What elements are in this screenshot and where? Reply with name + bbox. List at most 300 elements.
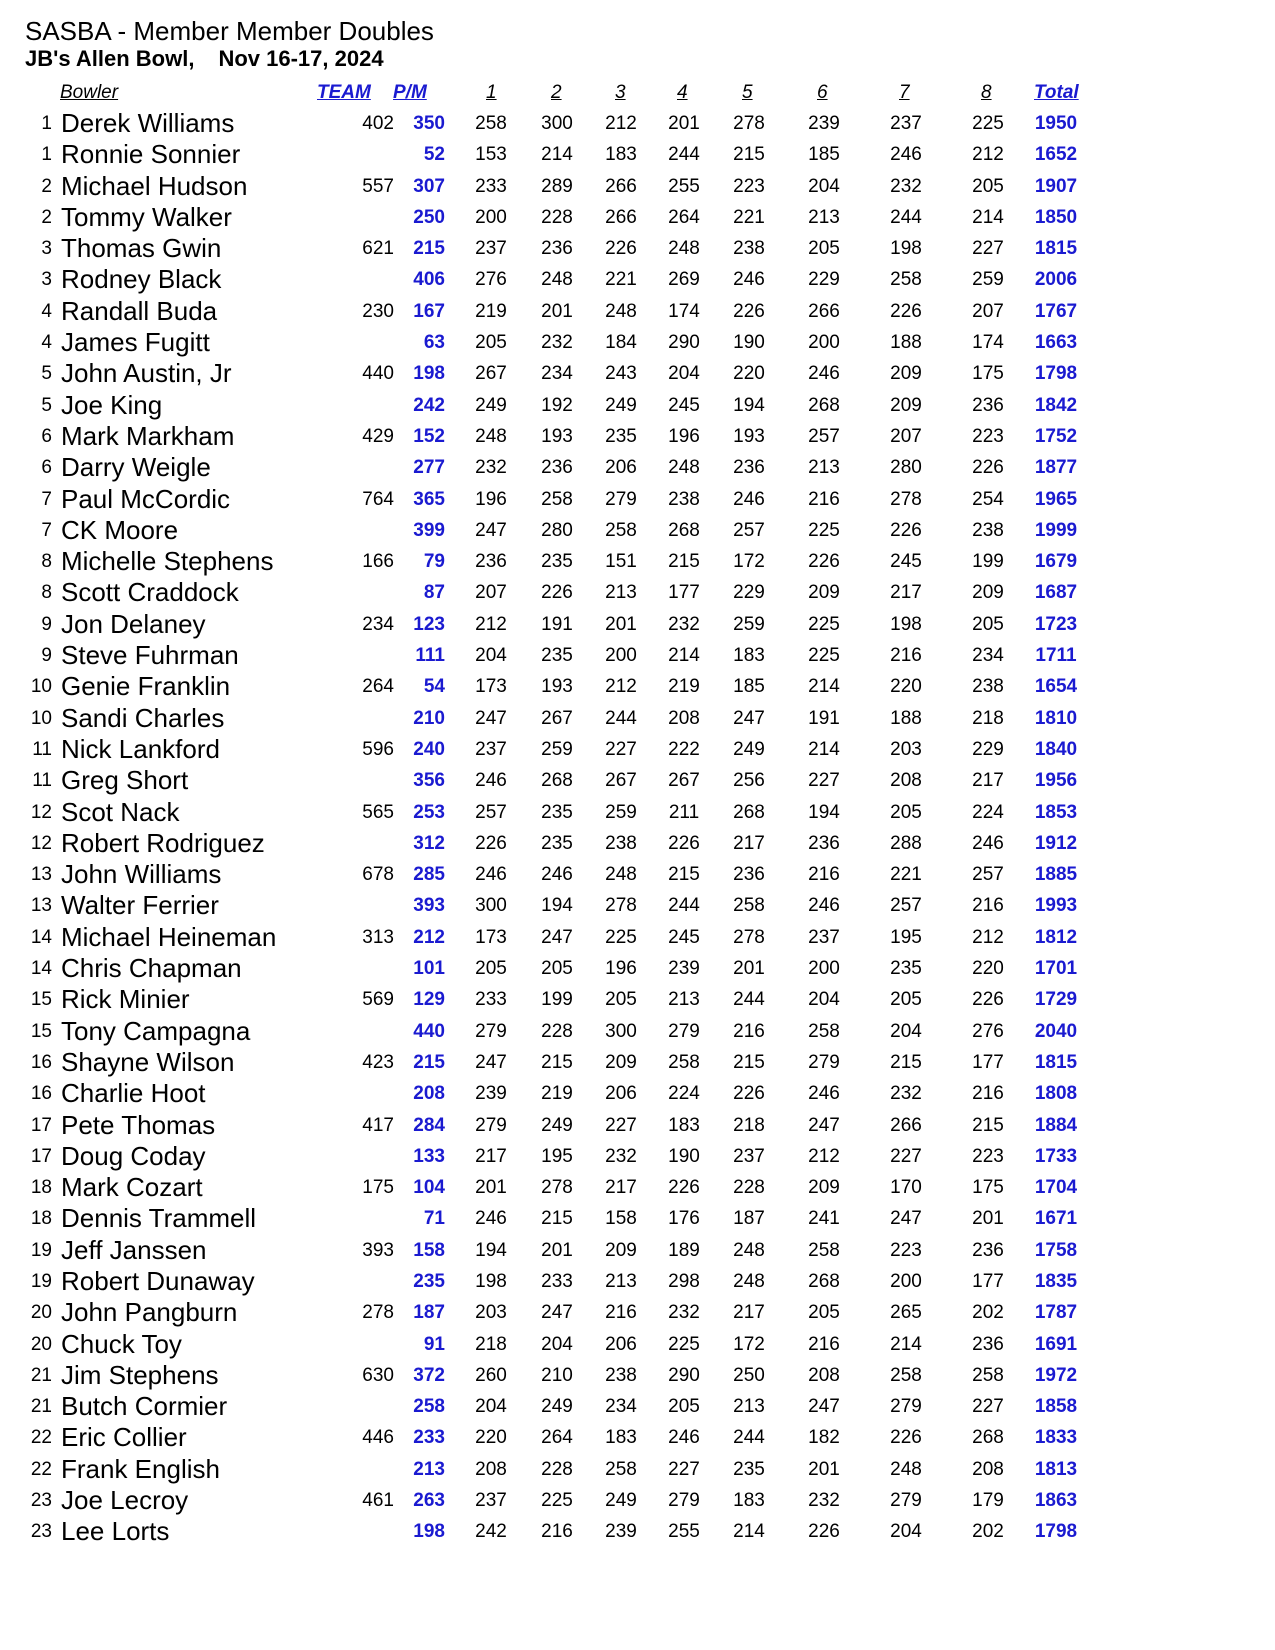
bowler-name-cell: Rick Minier — [61, 984, 190, 1015]
table-row — [0, 139, 1275, 170]
team-score-cell — [334, 327, 394, 358]
game-6-cell: 225 — [808, 519, 840, 541]
pm-score-cell: 253 — [413, 801, 445, 823]
table-row — [0, 1235, 1275, 1266]
game-4-cell: 244 — [668, 895, 700, 917]
rank-cell: 15 — [30, 1020, 52, 1042]
rank-cell: 10 — [30, 676, 52, 698]
game-6-cell: 268 — [808, 1270, 840, 1292]
game-6-cell: 191 — [808, 707, 840, 729]
team-score-cell — [334, 1391, 394, 1422]
header-game-2: 2 — [551, 82, 562, 103]
game-6-cell: 212 — [808, 1145, 840, 1167]
game-8-cell: 276 — [972, 1020, 1004, 1042]
game-7-cell: 246 — [890, 144, 922, 166]
table-row — [0, 327, 1275, 358]
game-5-cell: 187 — [733, 1208, 765, 1230]
pm-score-cell: 393 — [413, 895, 445, 917]
game-1-cell: 205 — [475, 958, 507, 980]
game-2-cell: 194 — [541, 895, 573, 917]
game-1-cell: 258 — [475, 113, 507, 134]
bowler-name-cell: Jim Stephens — [61, 1359, 219, 1390]
game-2-cell: 234 — [541, 363, 573, 385]
game-4-cell: 279 — [668, 1020, 700, 1042]
pm-score-cell: 399 — [413, 519, 445, 541]
game-4-cell: 255 — [668, 175, 700, 197]
game-2-cell: 216 — [541, 1521, 573, 1543]
game-8-cell: 175 — [972, 363, 1004, 385]
bowler-name-cell: Ronnie Sonnier — [61, 139, 241, 170]
team-score-cell — [334, 577, 394, 608]
team-score-cell — [334, 139, 394, 170]
rank-cell: 21 — [30, 1396, 52, 1418]
table-row — [0, 390, 1275, 421]
game-3-cell: 266 — [605, 175, 637, 197]
total-score-cell: 1687 — [1034, 582, 1078, 604]
game-5-cell: 194 — [733, 394, 765, 416]
bowler-name-cell: Genie Franklin — [61, 671, 231, 702]
pm-score-cell: 233 — [413, 1427, 445, 1449]
game-8-cell: 216 — [972, 1083, 1004, 1105]
game-1-cell: 218 — [475, 1333, 507, 1355]
game-8-cell: 205 — [972, 613, 1004, 635]
rank-cell: 20 — [30, 1302, 52, 1324]
game-8-cell: 238 — [972, 676, 1004, 698]
game-5-cell: 216 — [733, 1020, 765, 1042]
bowler-name-cell: Joe Lecroy — [61, 1485, 189, 1516]
game-8-cell: 209 — [972, 582, 1004, 604]
game-8-cell: 224 — [972, 801, 1004, 823]
game-8-cell: 246 — [972, 832, 1004, 854]
game-3-cell: 216 — [605, 1302, 637, 1324]
game-2-cell: 267 — [541, 707, 573, 729]
team-score-cell: 264 — [362, 676, 394, 698]
team-score-cell — [334, 890, 394, 921]
bowler-name-cell: Darry Weigle — [61, 452, 211, 483]
game-3-cell: 209 — [605, 1051, 637, 1073]
game-3-cell: 212 — [605, 676, 637, 698]
game-8-cell: 199 — [972, 551, 1004, 573]
pm-score-cell: 158 — [413, 1239, 445, 1261]
game-1-cell: 237 — [475, 1490, 507, 1512]
game-2-cell: 236 — [541, 457, 573, 479]
team-score-cell: 166 — [362, 551, 394, 573]
game-5-cell: 235 — [733, 1458, 765, 1480]
total-score-cell: 1842 — [1034, 394, 1078, 416]
game-8-cell: 236 — [972, 394, 1004, 416]
game-7-cell: 227 — [890, 1145, 922, 1167]
rank-cell: 15 — [30, 989, 52, 1011]
pm-score-cell: 213 — [413, 1458, 445, 1480]
bowler-name-cell: Eric Collier — [61, 1422, 187, 1453]
game-1-cell: 249 — [475, 394, 507, 416]
pm-score-cell: 356 — [413, 770, 445, 792]
pm-score-cell: 350 — [413, 113, 445, 134]
game-5-cell: 278 — [733, 113, 765, 134]
total-score-cell: 1671 — [1034, 1208, 1078, 1230]
table-row — [0, 671, 1275, 702]
team-score-cell — [334, 1266, 394, 1297]
header-team: TEAM — [317, 82, 371, 103]
game-2-cell: 228 — [541, 1458, 573, 1480]
game-8-cell: 208 — [972, 1458, 1004, 1480]
rank-cell: 3 — [41, 269, 52, 291]
game-7-cell: 216 — [890, 645, 922, 667]
game-1-cell: 219 — [475, 300, 507, 322]
game-3-cell: 213 — [605, 582, 637, 604]
game-2-cell: 210 — [541, 1364, 573, 1386]
game-8-cell: 257 — [972, 864, 1004, 886]
game-6-cell: 229 — [808, 269, 840, 291]
game-6-cell: 246 — [808, 363, 840, 385]
game-1-cell: 279 — [475, 1114, 507, 1136]
game-5-cell: 193 — [733, 425, 765, 447]
pm-score-cell: 235 — [413, 1270, 445, 1292]
game-3-cell: 278 — [605, 895, 637, 917]
bowler-name-cell: Pete Thomas — [61, 1109, 216, 1140]
game-1-cell: 260 — [475, 1364, 507, 1386]
pm-score-cell: 208 — [413, 1083, 445, 1105]
total-score-cell: 2040 — [1034, 1020, 1078, 1042]
bowler-name-cell: James Fugitt — [61, 327, 210, 358]
game-1-cell: 300 — [475, 895, 507, 917]
game-4-cell: 190 — [668, 1145, 700, 1167]
total-score-cell: 1972 — [1034, 1364, 1078, 1386]
bowler-name-cell: Greg Short — [61, 765, 189, 796]
header-total: Total — [1034, 82, 1079, 103]
game-6-cell: 204 — [808, 175, 840, 197]
game-6-cell: 258 — [808, 1239, 840, 1261]
game-4-cell: 267 — [668, 770, 700, 792]
game-2-cell: 278 — [541, 1177, 573, 1199]
game-2-cell: 236 — [541, 238, 573, 260]
rank-cell: 1 — [41, 113, 52, 134]
bowler-name-cell: Butch Cormier — [61, 1391, 228, 1422]
table-row — [0, 1016, 1275, 1047]
column-header-row — [0, 80, 1275, 106]
pm-score-cell: 365 — [413, 488, 445, 510]
game-7-cell: 237 — [890, 113, 922, 134]
game-7-cell: 223 — [890, 1239, 922, 1261]
game-6-cell: 226 — [808, 1521, 840, 1543]
team-score-cell — [334, 703, 394, 734]
game-2-cell: 199 — [541, 989, 573, 1011]
team-score-cell — [334, 1203, 394, 1234]
game-6-cell: 200 — [808, 332, 840, 354]
total-score-cell: 1912 — [1034, 832, 1078, 854]
game-4-cell: 208 — [668, 707, 700, 729]
rank-cell: 11 — [32, 770, 52, 792]
game-5-cell: 183 — [733, 645, 765, 667]
game-2-cell: 249 — [541, 1114, 573, 1136]
game-2-cell: 214 — [541, 144, 573, 166]
game-7-cell: 204 — [890, 1020, 922, 1042]
game-6-cell: 216 — [808, 488, 840, 510]
team-score-cell: 678 — [362, 864, 394, 886]
bowler-name-cell: Michael Heineman — [61, 921, 277, 952]
game-2-cell: 246 — [541, 864, 573, 886]
rank-cell: 22 — [30, 1427, 52, 1449]
game-3-cell: 158 — [605, 1208, 637, 1230]
pm-score-cell: 129 — [413, 989, 445, 1011]
game-4-cell: 219 — [668, 676, 700, 698]
table-row — [0, 1078, 1275, 1109]
rank-cell: 2 — [41, 206, 52, 228]
bowler-name-cell: Jon Delaney — [61, 608, 206, 639]
rank-cell: 3 — [41, 238, 52, 260]
game-7-cell: 226 — [890, 1427, 922, 1449]
table-row — [0, 577, 1275, 608]
game-7-cell: 257 — [890, 895, 922, 917]
game-3-cell: 267 — [605, 770, 637, 792]
pm-score-cell: 111 — [415, 645, 445, 667]
header-game-3: 3 — [615, 82, 626, 103]
game-3-cell: 217 — [605, 1177, 637, 1199]
game-4-cell: 248 — [668, 238, 700, 260]
game-4-cell: 290 — [668, 1364, 700, 1386]
game-8-cell: 259 — [972, 269, 1004, 291]
team-score-cell: 596 — [362, 738, 394, 760]
game-5-cell: 236 — [733, 457, 765, 479]
bowler-name-cell: Charlie Hoot — [61, 1078, 206, 1109]
game-8-cell: 236 — [972, 1239, 1004, 1261]
bowler-name-cell: Tommy Walker — [61, 201, 232, 232]
pm-score-cell: 87 — [423, 582, 445, 604]
game-6-cell: 241 — [808, 1208, 840, 1230]
game-2-cell: 280 — [541, 519, 573, 541]
total-score-cell: 1812 — [1034, 926, 1078, 948]
team-score-cell: 402 — [362, 113, 394, 134]
game-8-cell: 225 — [972, 113, 1004, 134]
game-8-cell: 226 — [972, 457, 1004, 479]
rank-cell: 7 — [41, 519, 52, 541]
game-5-cell: 221 — [733, 206, 765, 228]
game-2-cell: 232 — [541, 332, 573, 354]
rank-cell: 16 — [30, 1051, 52, 1073]
game-8-cell: 268 — [972, 1427, 1004, 1449]
game-7-cell: 214 — [890, 1333, 922, 1355]
pm-score-cell: 198 — [413, 1521, 445, 1543]
rank-cell: 13 — [30, 895, 52, 917]
total-score-cell: 1758 — [1034, 1239, 1078, 1261]
game-7-cell: 198 — [890, 613, 922, 635]
game-6-cell: 247 — [808, 1396, 840, 1418]
total-score-cell: 1956 — [1034, 770, 1078, 792]
table-row — [0, 640, 1275, 671]
total-score-cell: 1652 — [1034, 144, 1078, 166]
game-4-cell: 222 — [668, 738, 700, 760]
results-table — [0, 108, 1275, 1548]
team-score-cell: 461 — [362, 1490, 394, 1512]
total-score-cell: 1808 — [1034, 1083, 1078, 1105]
game-2-cell: 219 — [541, 1083, 573, 1105]
game-8-cell: 202 — [972, 1302, 1004, 1324]
game-5-cell: 238 — [733, 238, 765, 260]
total-score-cell: 1850 — [1034, 206, 1078, 228]
game-7-cell: 258 — [890, 269, 922, 291]
rank-cell: 21 — [30, 1364, 52, 1386]
team-score-cell — [334, 765, 394, 796]
team-score-cell — [334, 1454, 394, 1485]
game-6-cell: 225 — [808, 645, 840, 667]
game-7-cell: 280 — [890, 457, 922, 479]
table-row — [0, 1516, 1275, 1547]
team-score-cell — [334, 1329, 394, 1360]
rank-cell: 23 — [30, 1521, 52, 1543]
game-4-cell: 258 — [668, 1051, 700, 1073]
game-6-cell: 216 — [808, 864, 840, 886]
pm-score-cell: 71 — [423, 1208, 445, 1230]
game-1-cell: 205 — [475, 332, 507, 354]
table-row — [0, 1266, 1275, 1297]
rank-cell: 14 — [30, 926, 52, 948]
rank-cell: 10 — [30, 707, 52, 729]
game-6-cell: 227 — [808, 770, 840, 792]
rank-cell: 4 — [41, 300, 52, 322]
game-3-cell: 279 — [605, 488, 637, 510]
game-4-cell: 269 — [668, 269, 700, 291]
game-8-cell: 223 — [972, 1145, 1004, 1167]
game-1-cell: 200 — [475, 206, 507, 228]
game-3-cell: 258 — [605, 1458, 637, 1480]
total-score-cell: 1798 — [1034, 363, 1078, 385]
game-5-cell: 249 — [733, 738, 765, 760]
team-score-cell — [334, 1078, 394, 1109]
game-3-cell: 239 — [605, 1521, 637, 1543]
total-score-cell: 1840 — [1034, 738, 1078, 760]
game-3-cell: 244 — [605, 707, 637, 729]
header-game-5: 5 — [742, 82, 753, 103]
rank-cell: 6 — [41, 457, 52, 479]
game-8-cell: 229 — [972, 738, 1004, 760]
game-1-cell: 239 — [475, 1083, 507, 1105]
game-2-cell: 195 — [541, 1145, 573, 1167]
pm-score-cell: 152 — [413, 425, 445, 447]
game-1-cell: 232 — [475, 457, 507, 479]
game-3-cell: 249 — [605, 394, 637, 416]
rank-cell: 18 — [30, 1177, 52, 1199]
team-score-cell — [334, 1516, 394, 1547]
game-6-cell: 201 — [808, 1458, 840, 1480]
bowler-name-cell: Dennis Trammell — [61, 1203, 257, 1234]
game-7-cell: 279 — [890, 1490, 922, 1512]
rank-cell: 16 — [30, 1083, 52, 1105]
game-2-cell: 228 — [541, 206, 573, 228]
game-6-cell: 225 — [808, 613, 840, 635]
game-1-cell: 246 — [475, 1208, 507, 1230]
rank-cell: 9 — [41, 645, 52, 667]
total-score-cell: 1999 — [1034, 519, 1078, 541]
game-5-cell: 226 — [733, 1083, 765, 1105]
bowler-name-cell: Joe King — [61, 389, 163, 420]
bowler-name-cell: Michael Hudson — [61, 170, 248, 201]
table-row — [0, 1047, 1275, 1078]
total-score-cell: 1884 — [1034, 1114, 1078, 1136]
game-4-cell: 215 — [668, 864, 700, 886]
table-row — [0, 953, 1275, 984]
game-7-cell: 209 — [890, 363, 922, 385]
game-4-cell: 290 — [668, 332, 700, 354]
game-6-cell: 209 — [808, 1177, 840, 1199]
game-1-cell: 204 — [475, 1396, 507, 1418]
game-8-cell: 177 — [972, 1270, 1004, 1292]
game-6-cell: 226 — [808, 551, 840, 573]
game-3-cell: 266 — [605, 206, 637, 228]
game-4-cell: 226 — [668, 1177, 700, 1199]
game-4-cell: 224 — [668, 1083, 700, 1105]
game-3-cell: 243 — [605, 363, 637, 385]
game-7-cell: 258 — [890, 1364, 922, 1386]
table-row — [0, 1422, 1275, 1453]
total-score-cell: 1752 — [1034, 425, 1078, 447]
game-5-cell: 217 — [733, 1302, 765, 1324]
team-score-cell: 440 — [362, 363, 394, 385]
game-6-cell: 205 — [808, 1302, 840, 1324]
game-7-cell: 217 — [890, 582, 922, 604]
game-8-cell: 223 — [972, 425, 1004, 447]
game-3-cell: 249 — [605, 1490, 637, 1512]
game-2-cell: 205 — [541, 958, 573, 980]
table-row — [0, 171, 1275, 202]
game-4-cell: 225 — [668, 1333, 700, 1355]
game-6-cell: 257 — [808, 425, 840, 447]
game-4-cell: 215 — [668, 551, 700, 573]
game-1-cell: 237 — [475, 738, 507, 760]
rank-cell: 18 — [30, 1208, 52, 1230]
game-6-cell: 213 — [808, 206, 840, 228]
bowler-name-cell: Paul McCordic — [61, 483, 231, 514]
table-row — [0, 484, 1275, 515]
game-7-cell: 215 — [890, 1051, 922, 1073]
rank-cell: 17 — [30, 1114, 52, 1136]
team-score-cell: 569 — [362, 989, 394, 1011]
game-4-cell: 232 — [668, 613, 700, 635]
total-score-cell: 1787 — [1034, 1302, 1078, 1324]
rank-cell: 14 — [30, 958, 52, 980]
rank-cell: 8 — [41, 551, 52, 573]
table-row — [0, 296, 1275, 327]
game-1-cell: 242 — [475, 1521, 507, 1543]
game-8-cell: 201 — [972, 1208, 1004, 1230]
game-7-cell: 235 — [890, 958, 922, 980]
game-5-cell: 259 — [733, 613, 765, 635]
game-1-cell: 208 — [475, 1458, 507, 1480]
game-3-cell: 226 — [605, 238, 637, 260]
game-7-cell: 188 — [890, 707, 922, 729]
game-6-cell: 204 — [808, 989, 840, 1011]
table-row — [0, 515, 1275, 546]
game-2-cell: 193 — [541, 425, 573, 447]
total-score-cell: 1853 — [1034, 801, 1078, 823]
game-5-cell: 248 — [733, 1270, 765, 1292]
game-7-cell: 170 — [890, 1177, 922, 1199]
bowler-name-cell: Jeff Janssen — [61, 1234, 207, 1265]
game-1-cell: 153 — [475, 144, 507, 166]
table-row — [0, 421, 1275, 452]
game-5-cell: 213 — [733, 1396, 765, 1418]
table-row — [0, 546, 1275, 577]
bowler-name-cell: John Pangburn — [61, 1297, 238, 1328]
team-score-cell: 764 — [362, 488, 394, 510]
game-7-cell: 226 — [890, 300, 922, 322]
pm-score-cell: 198 — [413, 363, 445, 385]
game-3-cell: 238 — [605, 1364, 637, 1386]
game-6-cell: 237 — [808, 926, 840, 948]
pm-score-cell: 440 — [413, 1020, 445, 1042]
rank-cell: 17 — [30, 1145, 52, 1167]
header-bowler: Bowler — [60, 82, 119, 103]
game-3-cell: 213 — [605, 1270, 637, 1292]
